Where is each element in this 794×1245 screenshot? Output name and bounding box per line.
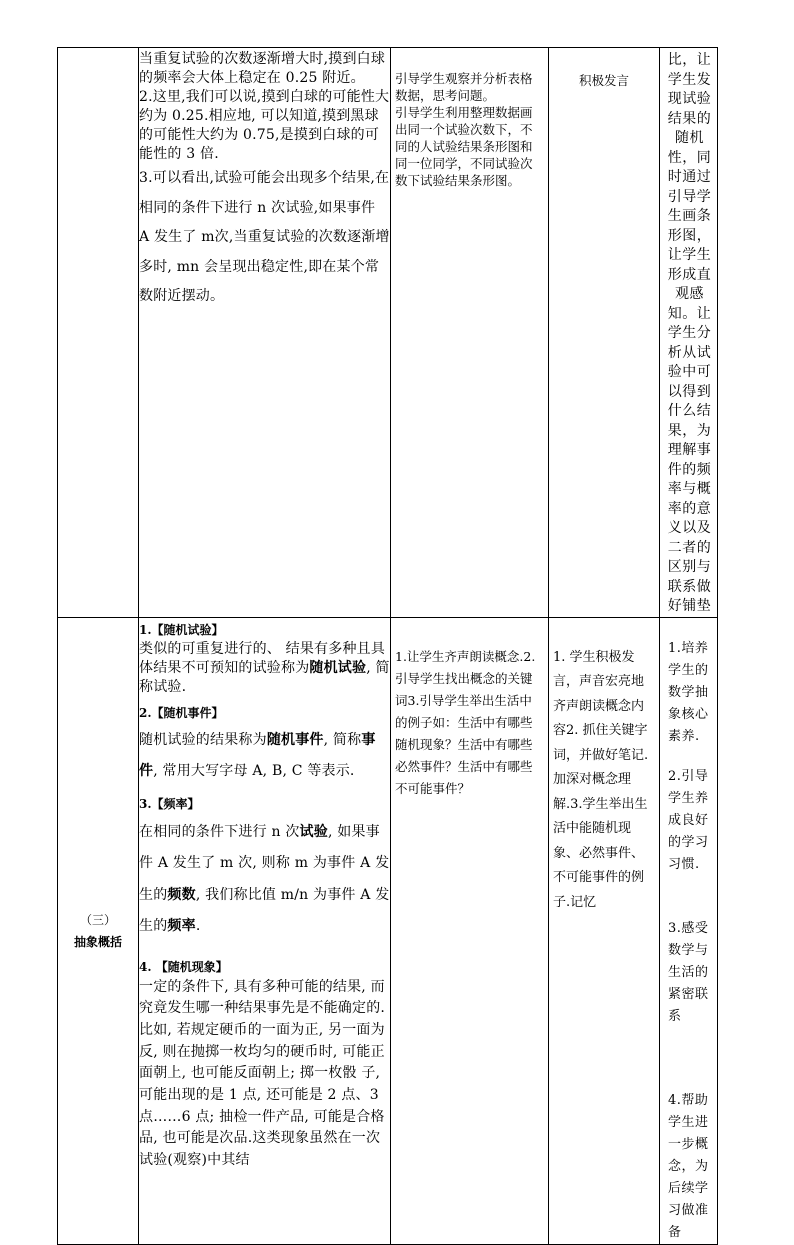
design-intent-cell [660, 617, 718, 1244]
content-para: 一定的条件下, 具有多种可能的结果, 而究竟发生哪一种结果事先是不能确定的.比如, 若规定硬币的一面为正, 另一面为反, 则在抛掷一枚均匀的硬币时, 可能正面朝上, 也可能反面朝上; 掷一枚骰 子, 可能出现的是 1 点, 还可能是 2 点、3 点……6 点; 抽检一件产品, 可能是合格品, 也可能是次品.这类现象虽然在一次试验(观察)中其结 [139, 978, 386, 1169]
content-cell [139, 617, 391, 1244]
section-heading: 2.【随机事件】 [139, 705, 224, 720]
content-para: 当重复试验的次数逐渐增大时,摸到白球的频率会大体上稳定在 0.25 附近。 [139, 51, 386, 86]
content-para: 在相同的条件下进行 n 次试验, 如果事件 A 发生了 m 次, 则称 m 为事件 A 发生的频数, 我们称比值 m/n 为事件 A 发生的频率. [139, 823, 390, 934]
stage-title: 抽象概括 [73, 934, 122, 949]
student-activity-cell [549, 617, 660, 1244]
intent-text: 1.培养学生的数学抽象核心素养. [668, 640, 709, 744]
content-para: 2.这里,我们可以说,摸到白球的可能性大约为 0.25.相应地, 可以知道,摸到黑球的可能性大约为 0.75,是摸到白球的可能性的 3 倍. [139, 89, 390, 162]
content-cell [139, 48, 391, 618]
teacher-para: 引导学生利用整理数据画出同一个试验次数下，不同的人试验结果条形图和同一位同学，不同试验次数下试验结果条形图。 [395, 105, 533, 188]
intent-text: 3.感受数学与生活的紧密联系 [668, 920, 709, 1024]
lesson-plan-table [57, 47, 718, 1245]
stage-number: （三） [79, 912, 116, 927]
student-activity-cell [549, 48, 660, 618]
design-intent-cell [660, 48, 718, 618]
content-para: 随机试验的结果称为随机事件, 简称事件, 常用大写字母 A, B, C 等表示. [139, 731, 376, 779]
teacher-activity-cell [391, 617, 549, 1244]
table-row [58, 617, 718, 1244]
student-text: 1. 学生积极发言，声音宏亮地齐声朗读概念内容2. 抓住关键字词，并做好笔记.加深对概念理解.3.学生举出生活中能随机现象、必然事件、不可能事件的例子.记忆 [553, 649, 649, 910]
student-text: 积极发言 [578, 73, 629, 88]
section-heading: 1.【随机试验】 [139, 622, 224, 637]
section-heading: 4. 【随机现象】 [139, 959, 228, 974]
stage-cell-empty [58, 48, 139, 618]
teacher-para: 引导学生观察并分析表格数据，思考问题。 [395, 71, 533, 103]
content-para: 类似的可重复进行的、 结果有多种且具体结果不可预知的试验称为随机试验, 简称试验. [139, 640, 390, 695]
content-para: 3.可以看出,试验可能会出现多个结果,在相同的条件下进行 n 次试验,如果事件 A 发生了 m次,当重复试验的次数逐渐增多时, mn 会呈现出稳定性,即在某个常数附近摆动。 [139, 170, 390, 304]
section-heading: 3.【频率】 [139, 796, 200, 811]
stage-cell [58, 617, 139, 1244]
teacher-text: 1.让学生齐声朗读概念.2.引导学生找出概念的关键词3.引导学生举出生活中的例子如：生活中有哪些随机现象？生活中有哪些必然事件？生活中有哪些不可能事件？ [395, 648, 536, 796]
table-row [58, 48, 718, 618]
intent-text: 4.帮助学生进一步概念，为后续学习做准备 [668, 1092, 709, 1240]
intent-text: 2.引导学生养成良好的学习习惯. [668, 768, 709, 872]
teacher-activity-cell [391, 48, 549, 618]
intent-text: 比，让学生发现试验结果的随机性，同时通过引导学生画条形图，让学生形成直观感知。让学生分析从试验中可以得到什么结果，为理解事件的频率与概率的意义以及二者的区别与联系做好铺垫 [667, 52, 712, 614]
